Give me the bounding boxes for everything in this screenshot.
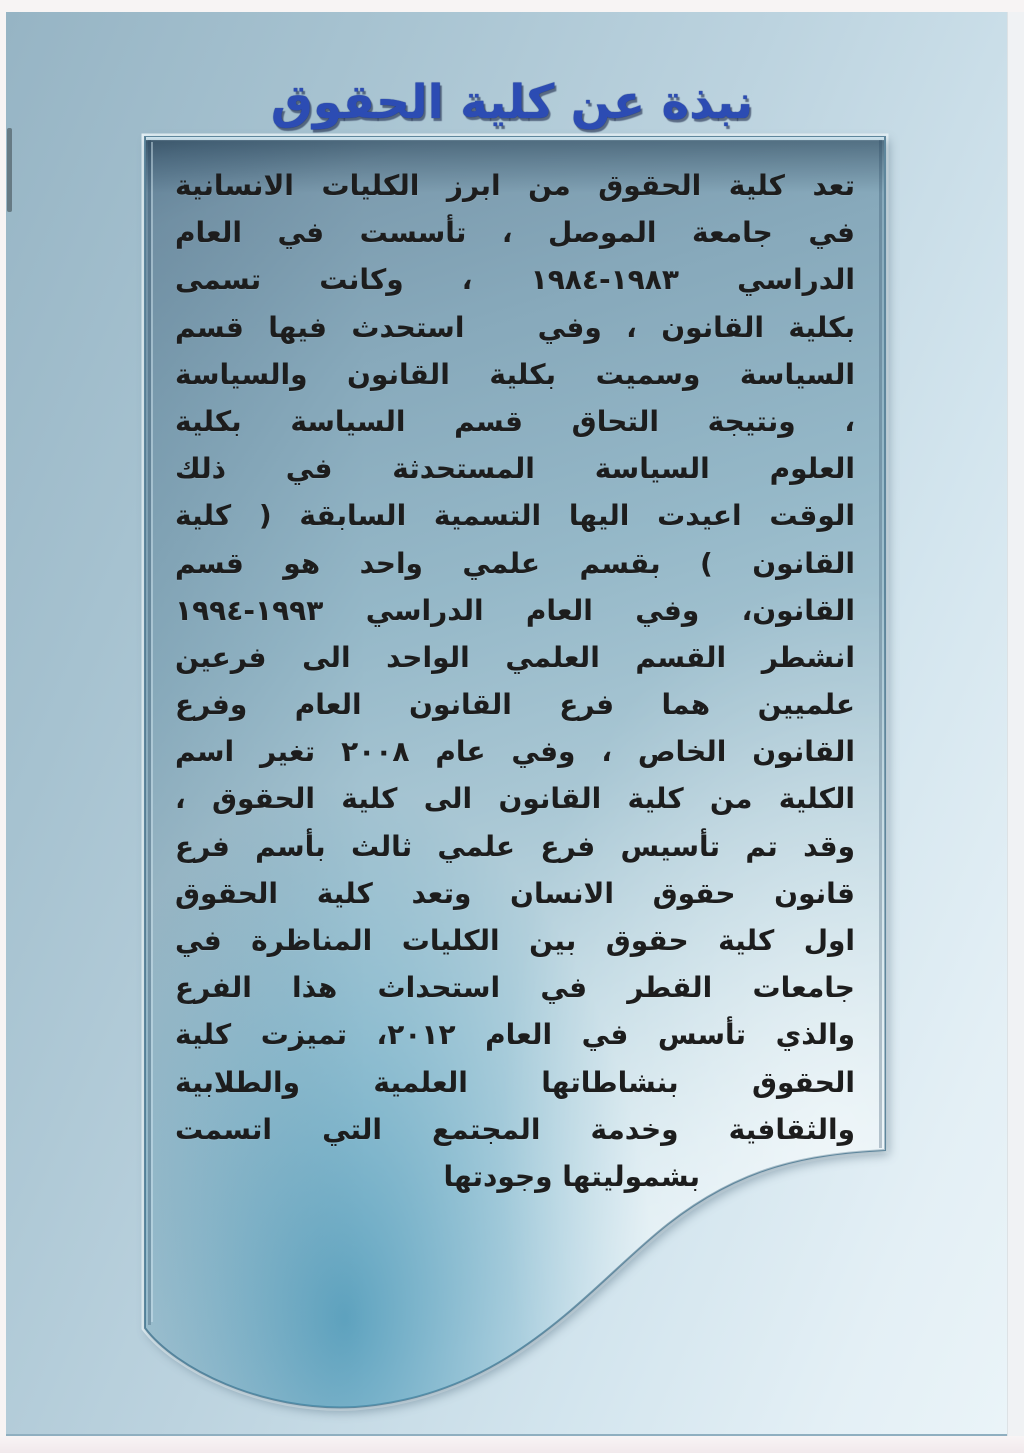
text-line: ، ونتيجة التحاق قسم السياسة بكلية xyxy=(175,404,855,438)
text-line: بكلية القانون ، وفي استحدث فيها قسم xyxy=(175,310,855,344)
text-line: العلوم السياسة المستحدثة في ذلك xyxy=(175,452,855,486)
text-line: جامعات القطر في استحداث هذا الفرع xyxy=(175,971,855,1005)
text-line: تعد كلية الحقوق من ابرز الكليات الانسانية xyxy=(175,169,855,202)
text-line: اول كلية حقوق بين الكليات المناظرة في xyxy=(175,924,855,957)
text-line: انشطر القسم العلمي الواحد الى فرعين xyxy=(175,640,855,674)
text-line: والثقافية وخدمة المجتمع التي اتسمت xyxy=(175,1112,855,1146)
about-text-panel xyxy=(175,162,855,1200)
text-line: الكلية من كلية القانون الى كلية الحقوق ، xyxy=(175,782,855,816)
text-line: الوقت اعيدت اليها التسمية السابقة ( كلية xyxy=(175,499,855,533)
text-line: الدراسي ١٩٨٣-١٩٨٤ ، وكانت تسمى xyxy=(175,263,855,297)
text-line: والذي تأسس في العام ٢٠١٢، تميزت كلية xyxy=(175,1018,855,1052)
text-line: علميين هما فرع القانون العام وفرع xyxy=(175,688,855,722)
text-line: القانون، وفي العام الدراسي ١٩٩٣-١٩٩٤ xyxy=(175,593,855,627)
text-line: الحقوق بنشاطاتها العلمية والطلابية xyxy=(175,1065,855,1099)
text-line: القانون ) بقسم علمي واحد هو قسم xyxy=(175,546,855,580)
text-line: وقد تم تأسيس فرع علمي ثالث بأسم فرع xyxy=(175,829,855,863)
text-line: بشموليتها وجودتها xyxy=(443,1159,700,1193)
page-title: نبذة عن كلية الحقوق xyxy=(270,75,754,131)
text-line: في جامعة الموصل ، تأسست في العام xyxy=(175,216,855,250)
text-line: القانون الخاص ، وفي عام ٢٠٠٨ تغير اسم xyxy=(175,735,855,769)
text-line: السياسة وسميت بكلية القانون والسياسة xyxy=(175,357,855,391)
text-line: قانون حقوق الانسان وتعد كلية الحقوق xyxy=(175,876,855,910)
